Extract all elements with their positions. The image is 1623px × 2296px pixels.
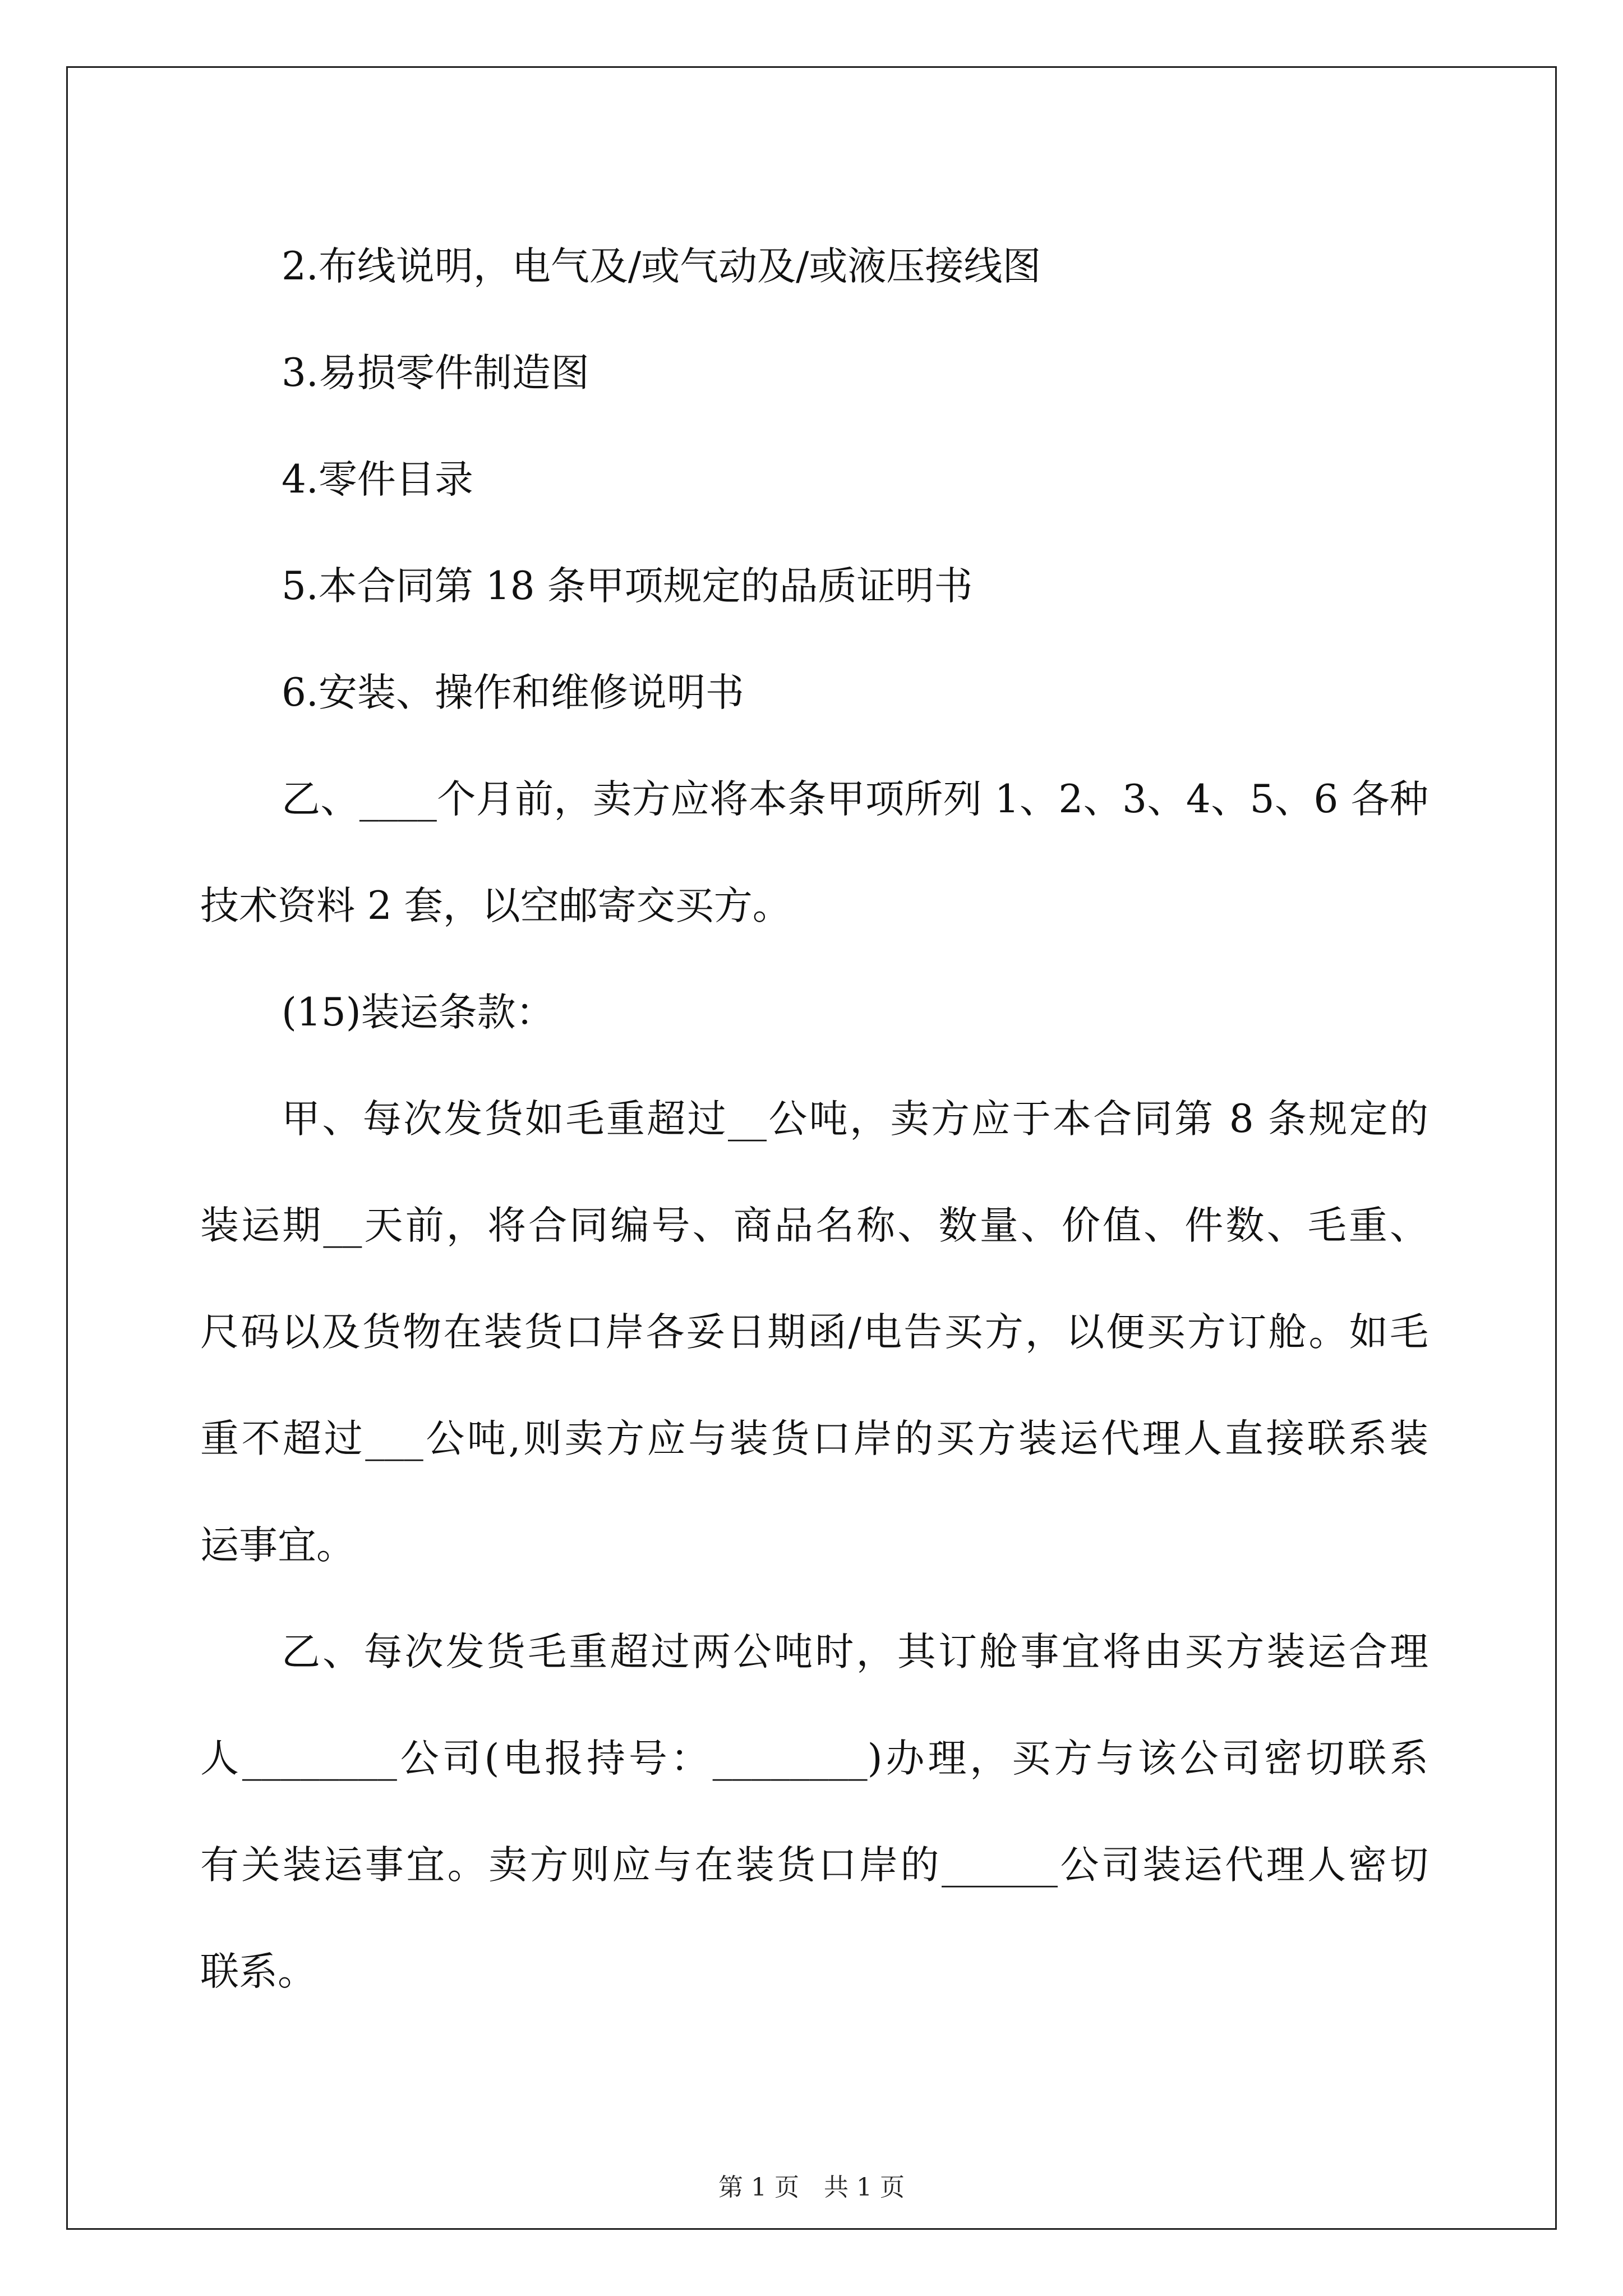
paragraph-shipment-b [200, 1599, 1428, 2025]
line: 人________公司(电报持号：________)办理，买方与该公司密切联系 [200, 1736, 1428, 1781]
line: 3.易损零件制造图 [282, 351, 589, 395]
list-item-quality-certificate [200, 533, 1428, 639]
line: 2.布线说明，电气及/或气动及/或液压接线图 [282, 244, 1041, 289]
list-item-parts-catalog [200, 426, 1428, 533]
list-item-spare-parts-drawing [200, 320, 1428, 426]
paragraph-shipment-a [200, 1066, 1428, 1599]
list-item-wiring-diagram [200, 213, 1428, 320]
list-item-manual [200, 639, 1428, 746]
line: 6.安装、操作和维修说明书 [282, 670, 744, 715]
page-footer: 第 1 页 共 1 页 [718, 2173, 905, 2202]
line: (15)装运条款： [282, 990, 555, 1035]
line: 5.本合同第 18 条甲项规定的品质证明书 [282, 564, 973, 609]
line: 乙、每次发货毛重超过两公吨时，其订舱事宜将由买方装运合理 [282, 1630, 1428, 1674]
line: 有关装运事宜。卖方则应与在装货口岸的______公司装运代理人密切 [200, 1843, 1428, 1888]
document-body [200, 213, 1428, 2025]
line: 尺码以及货物在装货口岸各妥日期函/电告买方，以便买方订舱。如毛 [200, 1310, 1428, 1355]
line: 联系。 [200, 1949, 316, 1994]
section-heading-shipment [200, 959, 1428, 1066]
line: 4.零件目录 [282, 457, 473, 502]
line: 重不超过___公吨,则卖方应与装货口岸的买方装运代理人直接联系装 [200, 1416, 1428, 1461]
line: 技术资料 2 套，以空邮寄交买方。 [200, 884, 791, 928]
line: 装运期__天前，将合同编号、商品名称、数量、价值、件数、毛重、 [200, 1203, 1428, 1248]
paragraph-technical-documents [200, 746, 1428, 959]
line: 运事宜。 [200, 1523, 355, 1568]
line: 甲、每次发货如毛重超过__公吨，卖方应于本合同第 8 条规定的 [282, 1097, 1428, 1142]
line: 乙、____个月前，卖方应将本条甲项所列 1、2、3、4、5、6 各种 [282, 777, 1428, 822]
